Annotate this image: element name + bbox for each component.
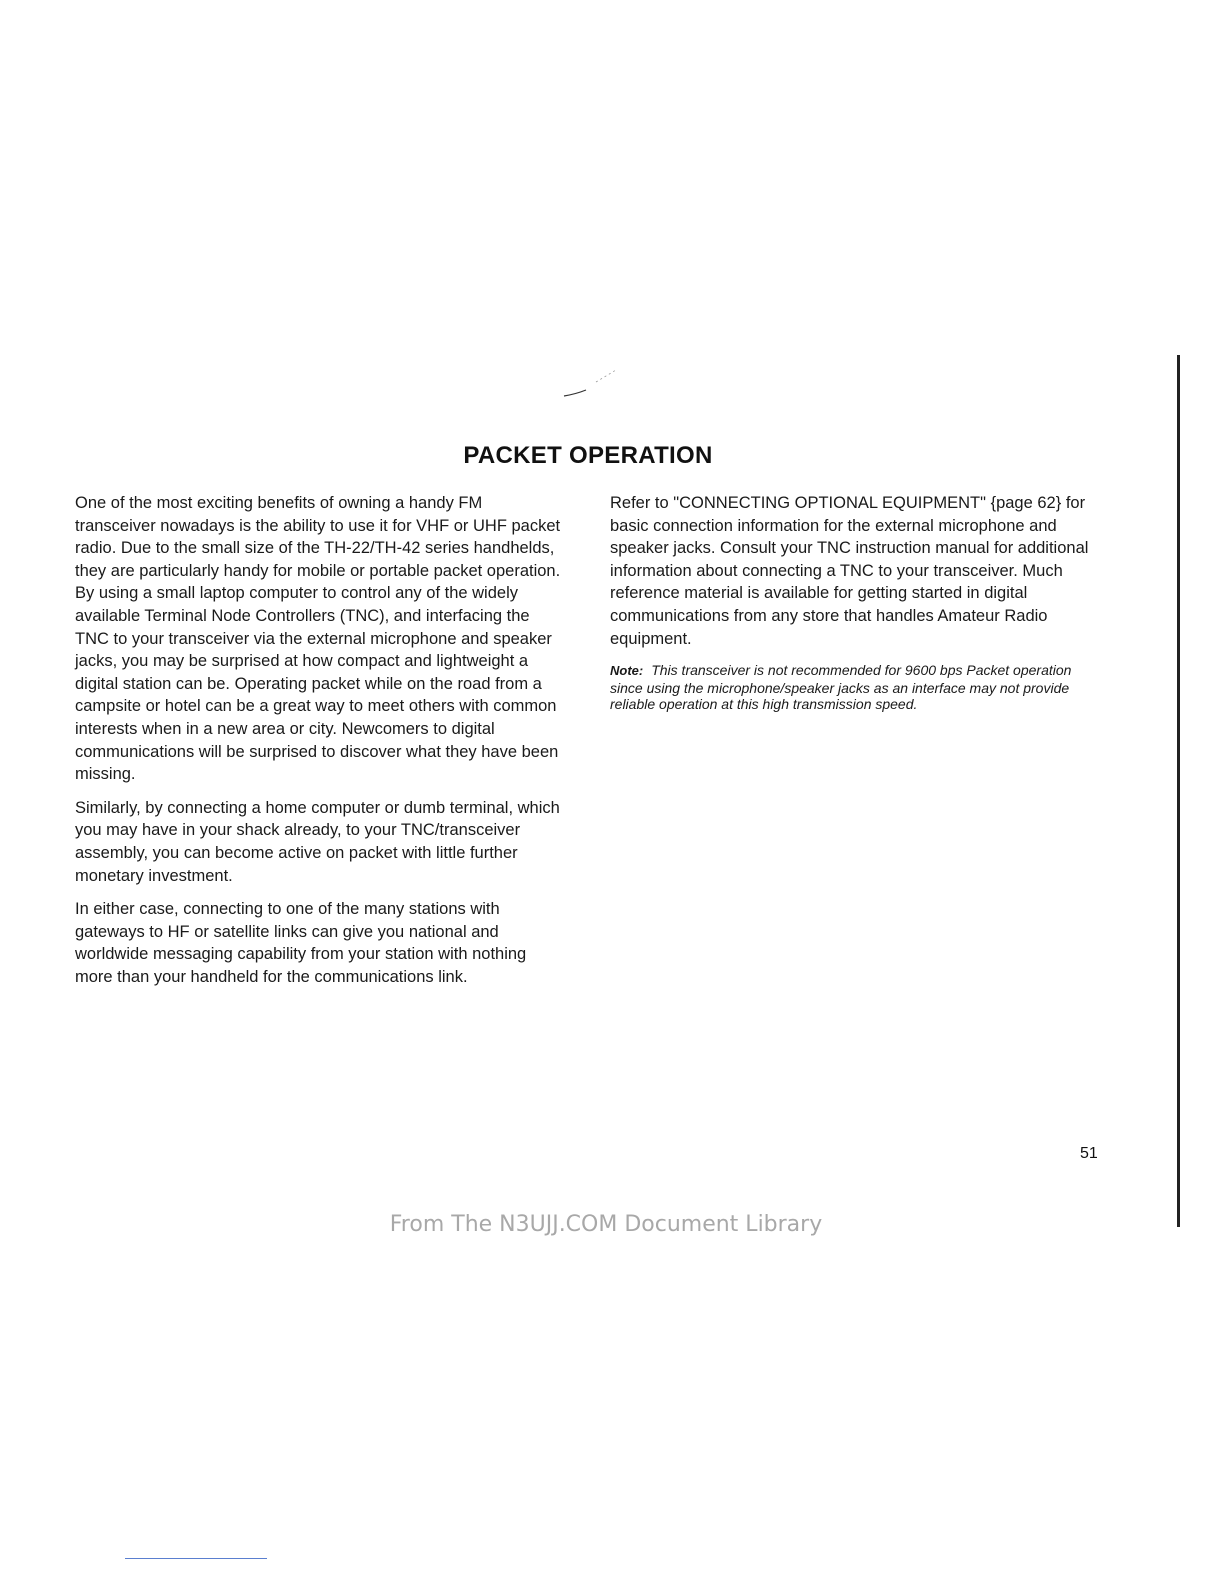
gateway-paragraph: In either case, connecting to one of the many stations with gateways to HF or satellite links can give you national and worldwide messaging capability from your station with nothing more than your handheld for the communications link. [75, 900, 527, 986]
note-block [610, 662, 1102, 713]
binding-edge-line [1177, 355, 1180, 1227]
home-computer-paragraph: Similarly, by connecting a home computer or dumb terminal, which you may have in your shack already, to your TNC/transceiver assembly, you can become active on packet with little further monetary investment. [75, 798, 560, 885]
scan-artifact-mark [562, 368, 620, 398]
reference-paragraph: Refer to "CONNECTING OPTIONAL EQUIPMENT" {page 62} for basic connection information for the external microphone and speaker jacks. Consult your TNC instruction manual for additional information about connecting a TNC to your transceiver. Much reference material is available for getting started in digital communications from any store that handles Amateur Radio equipment. [610, 494, 1089, 648]
library-watermark: From The N3UJJ.COM Document Library [389, 1212, 823, 1237]
page-title: PACKET OPERATION [463, 442, 713, 469]
note-label: Note: [610, 663, 644, 679]
footer-rule [125, 1558, 267, 1559]
left-column [75, 492, 567, 999]
note-text: This transceiver is not recommended for 9600 bps Packet operation since using the microphone/speaker jacks as an interface may not provide reliable operation at this high transmission speed. [610, 662, 1072, 713]
intro-paragraph: One of the most exciting benefits of owning a handy FM transceiver nowadays is the ability to use it for VHF or UHF packet radio. Due to the small size of the TH-22/TH-42 series handhelds, they are particularly handy for mobile or portable packet operation. By using a small laptop computer to control any of the widely available Terminal Node Controllers (TNC), and interfacing the TNC to your transceiver via the external microphone and speaker jacks, you may be surprised at how compact and lightweight a digital station can be. Operating packet while on the road from a campsite or hotel can be a great way to meet others with common interests when in a new area or city. Newcomers to digital communications will be surprised to discover what they have been missing. [75, 494, 561, 784]
right-column [610, 492, 1102, 713]
page-number: 51 [1080, 1145, 1098, 1162]
